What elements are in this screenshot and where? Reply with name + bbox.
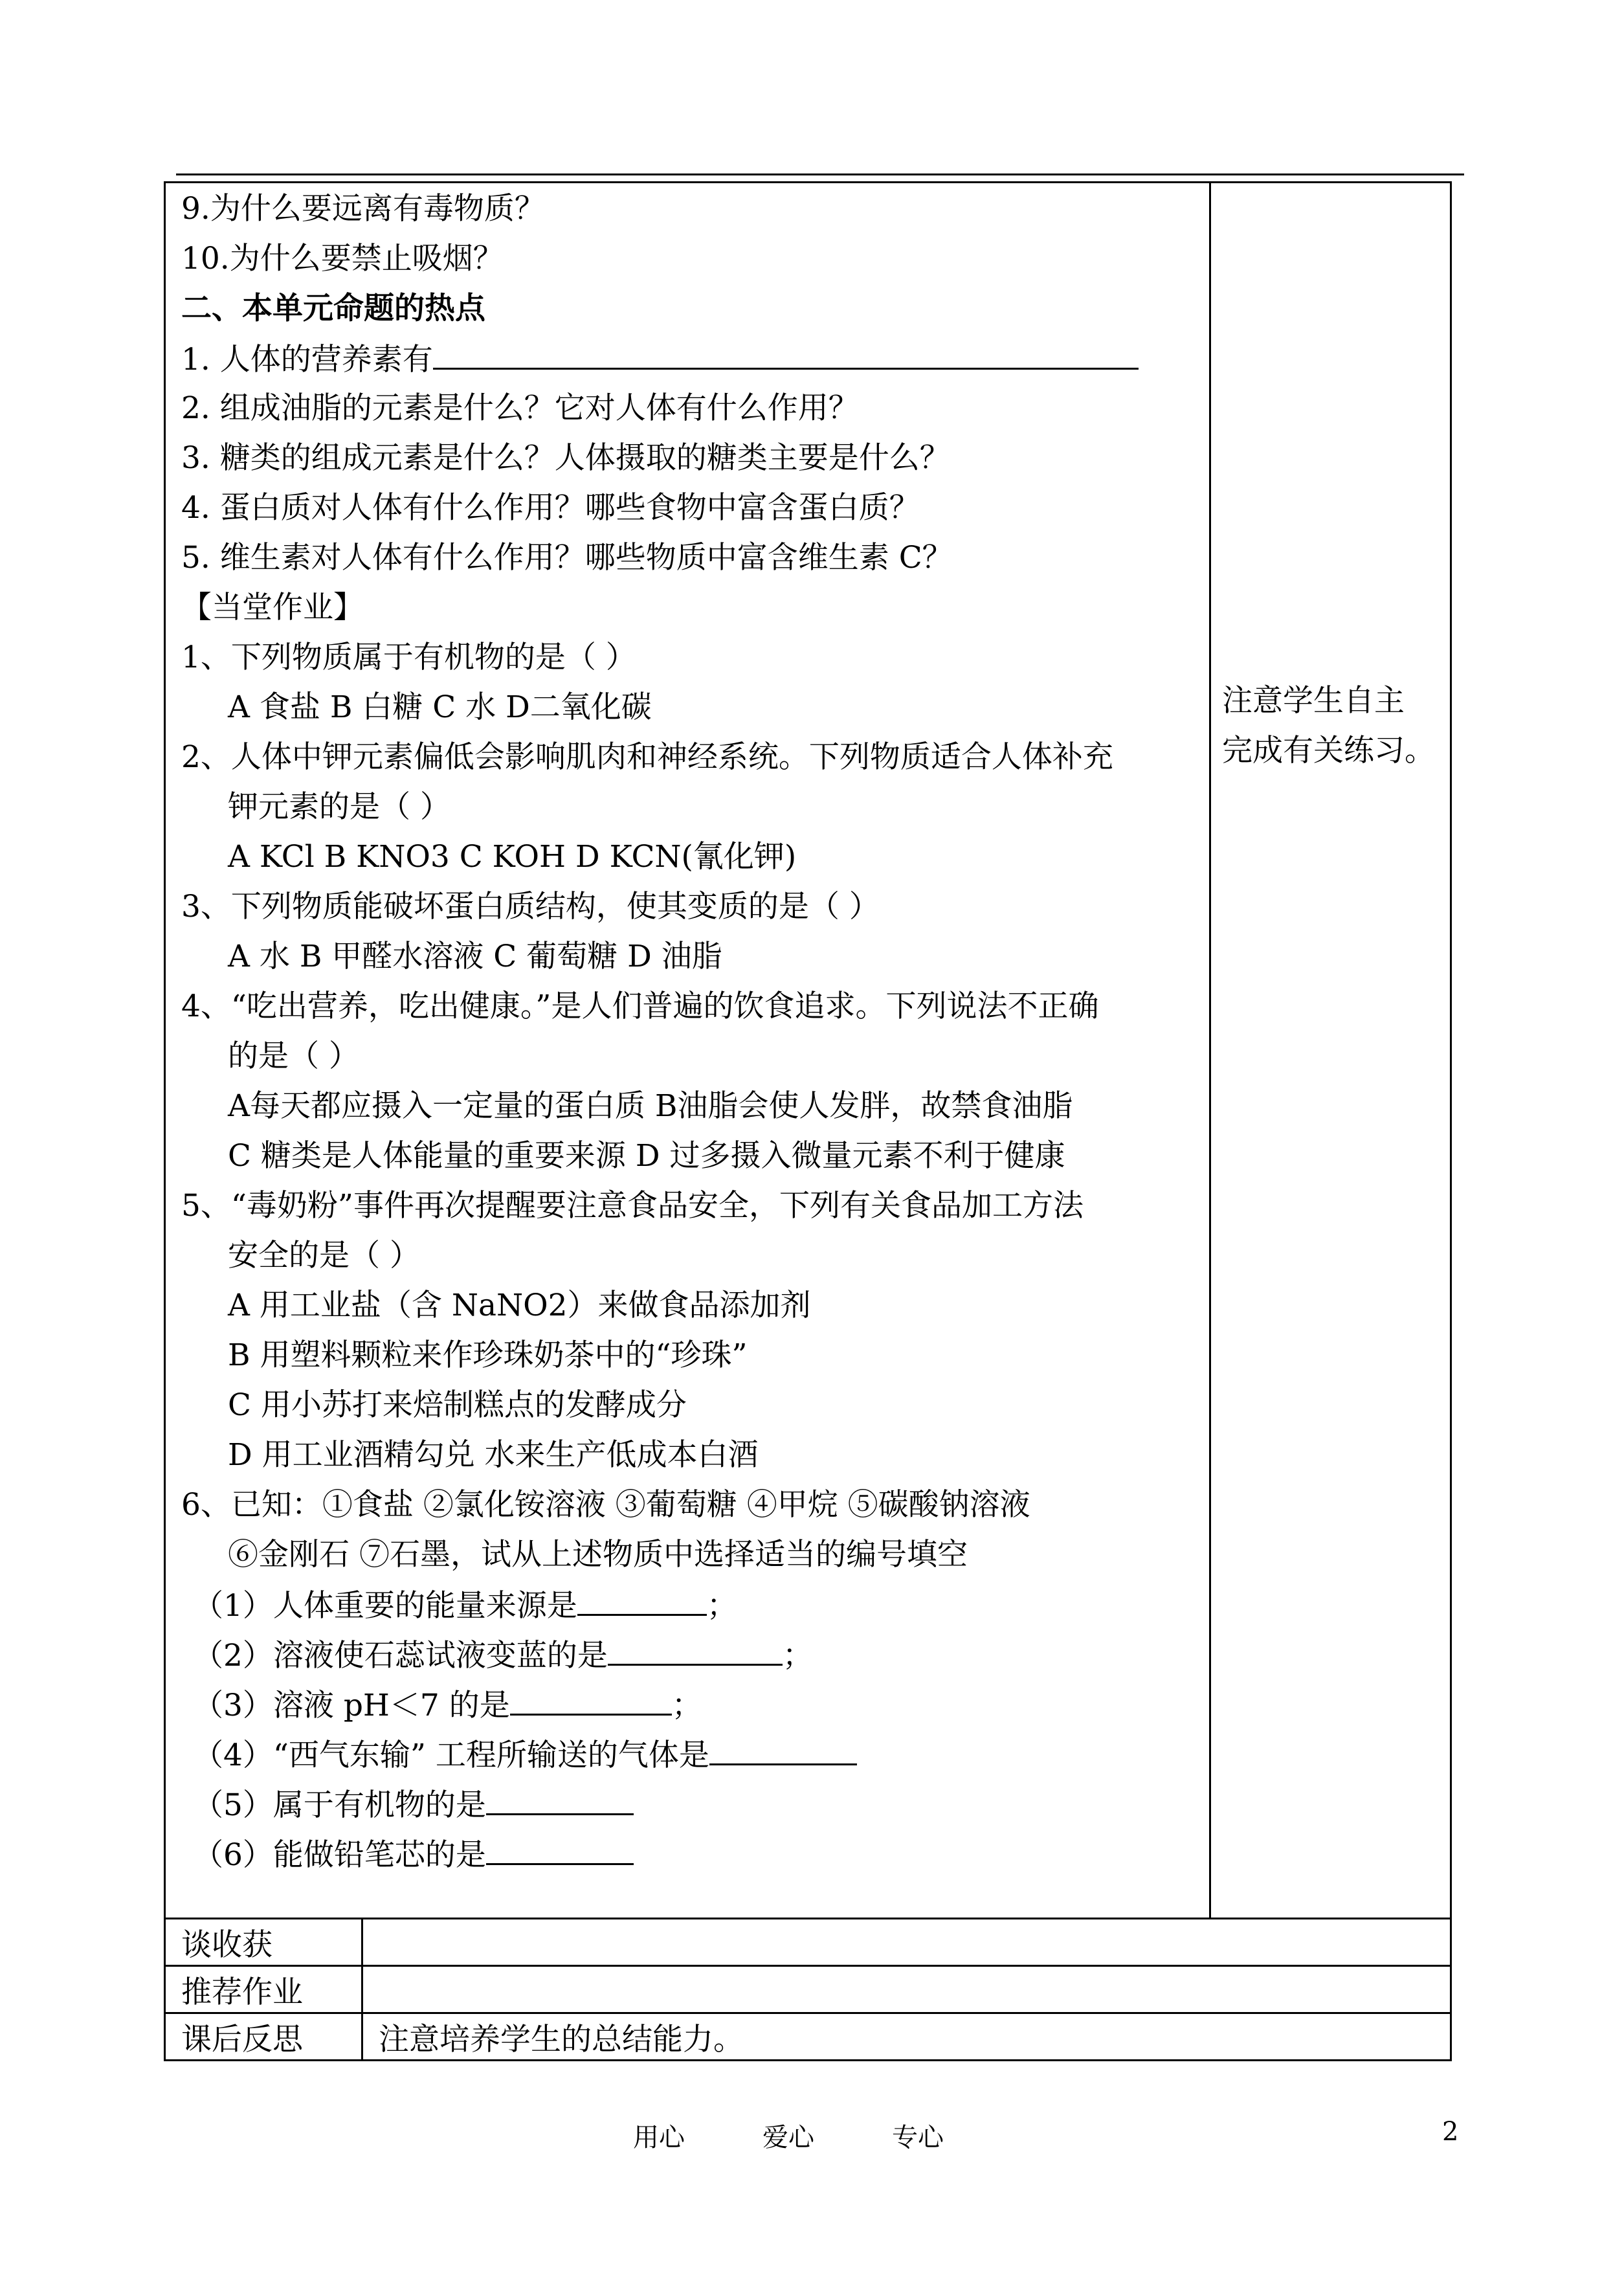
item-punct: ； bbox=[782, 1638, 813, 1673]
exercise-5-option-d: D 用工业酒精勾兑 水来生产低成本白酒 bbox=[228, 1437, 759, 1473]
exercise-6-item-5 bbox=[193, 1785, 634, 1825]
hot-topic-3: 3. 糖类的组成元素是什么？人体摄取的糖类主要是什么？ bbox=[181, 440, 950, 476]
answer-blank bbox=[486, 1785, 634, 1815]
exercise-5-option-b: B 用塑料颗粒来作珍珠奶茶中的“珍珠” bbox=[228, 1337, 748, 1373]
answer-blank bbox=[608, 1635, 783, 1666]
row-value-reflection: 注意培养学生的总结能力。 bbox=[362, 2013, 1451, 2061]
table-row bbox=[165, 1919, 1451, 1966]
item-text: （6）能做铅笔芯的是 bbox=[193, 1837, 486, 1873]
exercise-6: 6、已知：①食盐 ②氯化铵溶液 ③葡萄糖 ④甲烷 ⑤碳酸钠溶液 bbox=[181, 1487, 1030, 1523]
exercise-4: 4、“吃出营养，吃出健康。”是人们普遍的饮食追求。下列说法不正确 bbox=[181, 989, 1099, 1024]
exercise-5-option-a: A 用工业盐（含 NaNO2）来做食品添加剂 bbox=[228, 1288, 811, 1323]
exercise-6-item-2 bbox=[193, 1635, 813, 1675]
exercise-5-option-c: C 用小苏打来焙制糕点的发酵成分 bbox=[228, 1387, 687, 1423]
exercise-2: 2、人体中钾元素偏低会影响肌肉和神经系统。下列物质适合人体补充 bbox=[181, 739, 1113, 775]
exercise-1: 1、下列物质属于有机物的是（ ） bbox=[181, 640, 636, 675]
exercise-5: 5、“毒奶粉”事件再次提醒要注意食品安全，下列有关食品加工方法 bbox=[181, 1188, 1084, 1224]
answer-blank bbox=[433, 339, 1139, 370]
hot-topic-2: 2. 组成油脂的元素是什么？它对人体有什么作用？ bbox=[181, 390, 859, 426]
hot-topic-1-text: 1. 人体的营养素有 bbox=[181, 342, 433, 377]
exercise-3-options: A 水 B 甲醛水溶液 C 葡萄糖 D 油脂 bbox=[228, 939, 722, 974]
exercise-6-item-6 bbox=[193, 1835, 634, 1875]
row-label-homework: 推荐作业 bbox=[165, 1966, 362, 2013]
exercise-4-options-ab: A每天都应摄入一定量的蛋白质 B油脂会使人发胖，故禁食油脂 bbox=[228, 1088, 1073, 1124]
table-row bbox=[165, 1966, 1451, 2013]
answer-blank bbox=[709, 1735, 857, 1765]
exercise-6-cont: ⑥金刚石 ⑦石墨，试从上述物质中选择适当的编号填空 bbox=[228, 1537, 968, 1572]
hot-topic-4: 4. 蛋白质对人体有什么作用？哪些食物中富含蛋白质？ bbox=[181, 490, 920, 526]
section-heading-classwork: 【当堂作业】 bbox=[181, 590, 364, 625]
answer-blank bbox=[486, 1835, 634, 1865]
hot-topic-1 bbox=[181, 339, 1139, 379]
footer-word-2: 爱心 bbox=[762, 2123, 814, 2153]
question-9: 9.为什么要远离有毒物质？ bbox=[181, 191, 545, 227]
exercise-3: 3、下列物质能破坏蛋白质结构，使其变质的是（ ） bbox=[181, 889, 880, 924]
item-text: （4）“西气东输” 工程所输送的气体是 bbox=[193, 1738, 709, 1773]
section-heading-hot-topics: 二、本单元命题的热点 bbox=[181, 291, 485, 326]
teacher-note-line-1: 注意学生自主 bbox=[1222, 683, 1405, 719]
item-text: （1）人体重要的能量来源是 bbox=[193, 1588, 577, 1624]
exercise-4-cont: 的是（ ） bbox=[228, 1038, 359, 1074]
row-label-reflection: 课后反思 bbox=[165, 2013, 362, 2061]
item-text: （5）属于有机物的是 bbox=[193, 1787, 486, 1823]
exercise-5-cont: 安全的是（ ） bbox=[228, 1238, 420, 1273]
exercise-4-options-cd: C 糖类是人体能量的重要来源 D 过多摄入微量元素不利于健康 bbox=[228, 1138, 1065, 1174]
item-punct: ； bbox=[706, 1588, 737, 1624]
item-punct: ； bbox=[671, 1688, 702, 1723]
exercise-2-options: A KCl B KNO3 C KOH D KCN(氰化钾) bbox=[228, 839, 797, 875]
question-10: 10.为什么要禁止吸烟？ bbox=[181, 241, 504, 276]
row-label-harvest: 谈收获 bbox=[165, 1919, 362, 1966]
answer-blank bbox=[510, 1685, 672, 1716]
exercise-6-item-4 bbox=[193, 1735, 857, 1775]
answer-blank bbox=[577, 1585, 707, 1616]
hot-topic-5: 5. 维生素对人体有什么作用？哪些物质中富含维生素 C？ bbox=[181, 540, 953, 576]
page-number: 2 bbox=[1442, 2117, 1459, 2147]
exercise-6-item-3 bbox=[193, 1685, 702, 1725]
exercise-1-options: A 食盐 B 白糖 C 水 D二氧化碳 bbox=[228, 689, 652, 725]
row-value-harvest bbox=[362, 1919, 1451, 1966]
exercise-6-item-1 bbox=[193, 1585, 737, 1626]
footer-word-3: 专心 bbox=[892, 2123, 944, 2153]
header-rule bbox=[176, 173, 1464, 175]
column-divider bbox=[1209, 183, 1211, 1918]
summary-table bbox=[164, 1918, 1452, 2061]
row-value-homework bbox=[362, 1966, 1451, 2013]
teacher-note-line-2: 完成有关练习。 bbox=[1222, 733, 1435, 768]
item-text: （2）溶液使石蕊试液变蓝的是 bbox=[193, 1638, 608, 1673]
table-row bbox=[165, 2013, 1451, 2061]
item-text: （3）溶液 pH＜7 的是 bbox=[193, 1688, 510, 1723]
exercise-2-cont: 钾元素的是（ ） bbox=[228, 789, 450, 825]
footer-word-1: 用心 bbox=[633, 2123, 685, 2153]
lesson-content-box bbox=[164, 181, 1452, 1919]
